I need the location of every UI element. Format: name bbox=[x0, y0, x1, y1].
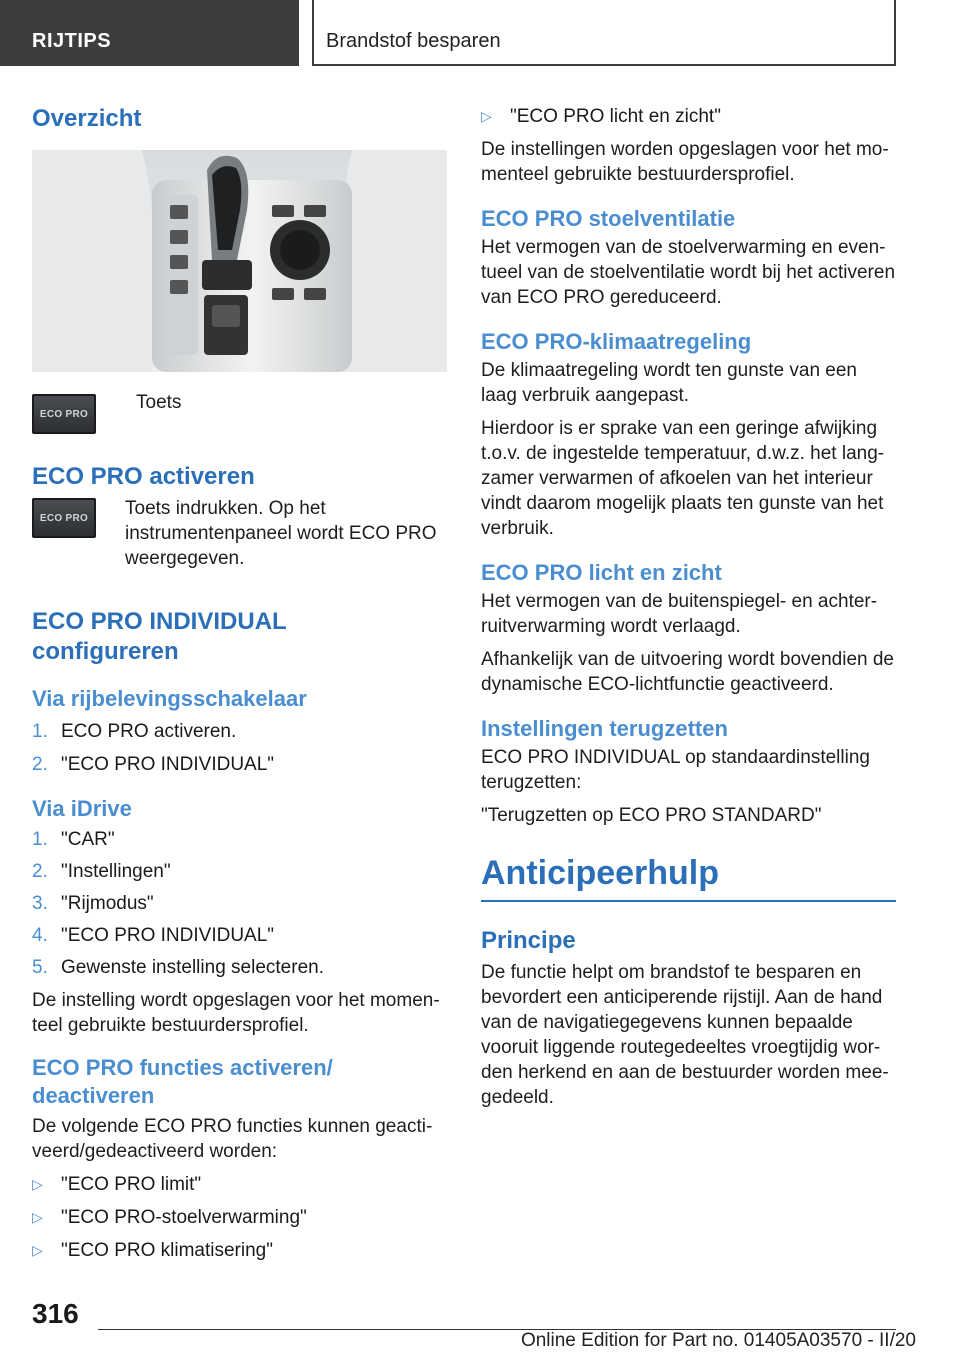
page-header bbox=[0, 0, 960, 66]
page-number: 316 bbox=[32, 1298, 79, 1329]
list-item: 4. "ECO PRO INDIVIDUAL" bbox=[32, 925, 275, 946]
section-tab bbox=[0, 0, 299, 66]
triangle-bullet-icon: ▷ bbox=[32, 1209, 43, 1225]
triangle-bullet-icon: ▷ bbox=[32, 1176, 43, 1192]
reset-text-2: "Terugzetten op ECO PRO STANDARD" bbox=[481, 805, 822, 826]
functies-text: De volgende ECO PRO functies kunnen geactiveerd/gedeactiveerd worden: bbox=[32, 1116, 433, 1162]
list-item: 2. "Instellingen" bbox=[32, 861, 171, 882]
stoel-text: Het vermogen van de stoelverwarming en eventueel van de stoelventilatie wordt bij het activeren van ECO PRO gereduceerd. bbox=[481, 237, 896, 308]
idrive-heading: Via iDrive bbox=[32, 796, 132, 821]
list-item: 1. ECO PRO activeren. bbox=[32, 721, 237, 742]
list-item: 2. "ECO PRO INDIVIDUAL" bbox=[32, 754, 275, 775]
activeren-text: Toets indrukken. Op het instrumentenpaneel wordt ECO PRO weergegeven. bbox=[125, 498, 437, 569]
reset-heading: Instellingen terugzetten bbox=[481, 716, 728, 741]
toets-row bbox=[32, 394, 447, 434]
overzicht-heading: Overzicht bbox=[32, 105, 142, 132]
triangle-bullet-icon: ▷ bbox=[481, 108, 492, 124]
topic-tab bbox=[312, 0, 896, 66]
stoel-heading: ECO PRO stoelventilatie bbox=[481, 206, 736, 231]
list-item: ▷ "ECO PRO-stoelverwarming" bbox=[32, 1207, 307, 1228]
idrive-note: De instelling wordt opgeslagen voor het momenteel gebruikte bestuurdersprofiel. bbox=[32, 990, 440, 1036]
schakelaar-heading: Via rijbelevingsschakelaar bbox=[32, 686, 307, 711]
top-text: De instellingen worden opgeslagen voor het momenteel gebruikte bestuurdersprofiel. bbox=[481, 139, 889, 185]
eco-pro-button-icon: ECO PRO bbox=[32, 394, 96, 434]
klimaat-heading: ECO PRO-klimaatregeling bbox=[481, 329, 752, 354]
activeren-heading: ECO PRO activeren bbox=[32, 463, 255, 490]
licht-text-2: Afhankelijk van de uitvoering wordt bovendien de dynamische ECO-lichtfunctie geactiveerd. bbox=[481, 649, 894, 695]
list-item: 3. "Rijmodus" bbox=[32, 893, 154, 914]
licht-text-1: Het vermogen van de buitenspiegel- en achterruitverwarming wordt verlaagd. bbox=[481, 591, 878, 637]
top-bullet-list bbox=[481, 104, 896, 129]
functies-list bbox=[32, 1172, 447, 1263]
principe-text: De functie helpt om brandstof te besparen en bevordert een anticiperende rijstijl. Aan de hand van de navigatiegegevens kunnen bepaalde vooruit liggende routegedeeltes vroegtijdig worden herkend en aan de bestuurder worden meegedeeld. bbox=[481, 962, 889, 1108]
functies-heading: ECO PRO functies activeren/ deactiveren bbox=[32, 1055, 333, 1108]
chapter-title: Anticipeerhulp bbox=[481, 854, 720, 892]
toets-label: Toets bbox=[136, 392, 182, 413]
licht-heading: ECO PRO licht en zicht bbox=[481, 560, 722, 585]
section-title: RIJTIPS bbox=[32, 30, 112, 52]
activeren-row bbox=[32, 496, 447, 571]
center-console-photo bbox=[32, 150, 447, 372]
list-item: 1. "CAR" bbox=[32, 829, 115, 850]
topic-title: Brandstof besparen bbox=[326, 30, 501, 52]
list-item: 5. Gewenste instelling selecteren. bbox=[32, 957, 324, 978]
triangle-bullet-icon: ▷ bbox=[32, 1242, 43, 1258]
right-column bbox=[481, 96, 896, 1110]
klimaat-text-1: De klimaatregeling wordt ten gunste van een laag verbruik aangepast. bbox=[481, 360, 858, 406]
chapter-rule bbox=[481, 900, 896, 902]
left-column bbox=[32, 96, 447, 1263]
individual-heading: ECO PRO INDIVIDUAL configureren bbox=[32, 608, 287, 665]
list-item: ▷ "ECO PRO klimatisering" bbox=[32, 1240, 273, 1261]
list-item: ▷ "ECO PRO licht en zicht" bbox=[481, 106, 721, 127]
list-item: ▷ "ECO PRO limit" bbox=[32, 1174, 202, 1195]
eco-pro-button-icon: ECO PRO bbox=[32, 498, 96, 538]
console-illustration bbox=[32, 150, 447, 372]
klimaat-text-2: Hierdoor is er sprake van een geringe afwijking t.o.v. de ingestelde temperatuur, d.w.z. het langzamer verwarmen of afkoelen van het interieur vindt daarom mogelijk plaats ten gunste van het verbruik. bbox=[481, 418, 885, 539]
principe-heading: Principe bbox=[481, 927, 576, 954]
edition-text: Online Edition for Part no. 01405A03570 - II/20 bbox=[520, 1330, 916, 1351]
reset-text-1: ECO PRO INDIVIDUAL op standaardinstelling terugzetten: bbox=[481, 747, 870, 793]
idrive-steps bbox=[32, 827, 447, 980]
schakelaar-steps bbox=[32, 719, 447, 777]
